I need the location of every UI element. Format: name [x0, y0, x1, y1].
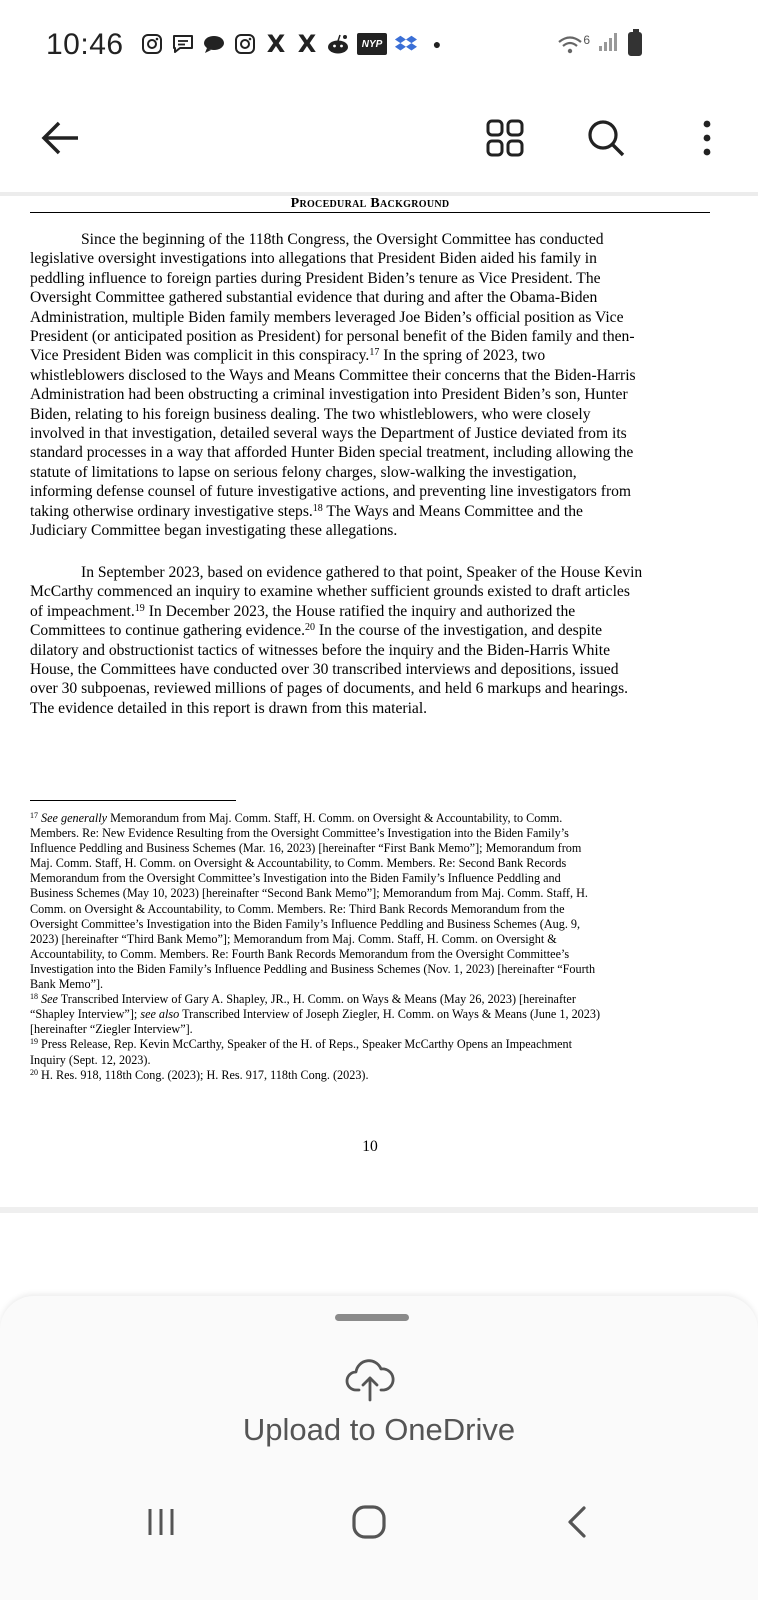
text-line: Comm. on Oversight & Accountability, to Comm. Members. Re: Third Bank Records Memorandum from the	[30, 901, 565, 916]
text-run: In the spring of 2023, two	[379, 347, 546, 365]
text-run: Vice President Biden was complicit in this conspiracy.	[30, 347, 370, 365]
text-run: Transcribed Interview of Joseph Ziegler, H. Comm. on Ways & Means (June 1, 2023)	[179, 1007, 601, 1022]
text-run: In the course of the investigation, and despite	[314, 622, 603, 640]
text-line: Inquiry (Sept. 12, 2023).	[30, 1052, 151, 1067]
wifi-icon	[557, 33, 590, 55]
text-line	[30, 602, 710, 621]
text-line: standard processes in a way that afforded Hunter Biden special treatment, including allowing the	[30, 444, 634, 462]
text-run: Memorandum from Maj. Comm. Staff, H. Comm. on Oversight & Accountability, to Comm.	[107, 811, 563, 825]
text-line: Administration, multiple Biden family members leveraged Joe Biden’s official position as Vice	[30, 308, 624, 326]
text-line: involved in that investigation, detailed several ways the Department of Justice deviated from its	[30, 425, 627, 443]
footnote-18	[30, 992, 710, 1007]
home-icon	[350, 1503, 388, 1541]
instagram-icon	[140, 32, 164, 56]
footnote-number: 20	[30, 1067, 38, 1077]
text-run: Committees to continue gathering evidence.	[30, 622, 305, 640]
text-run: The Ways and Means Committee and the	[322, 502, 583, 520]
title-rule	[30, 212, 710, 213]
text-line: Investigation into the Biden Family’s Influence Peddling and Business Schemes (Nov. 1, 2023) [hereinafter “Fourth	[30, 961, 596, 976]
chat-bubble-icon	[202, 32, 226, 56]
text-line: whistleblowers disclosed to the Ways and Means Committee their concerns that the Biden-Harris	[30, 366, 636, 384]
text-line	[30, 1007, 710, 1022]
text-run: “Shapley Interview”];	[30, 1007, 141, 1022]
grid-view-button[interactable]	[475, 108, 535, 168]
text-line: Memorandum from the Oversight Committee’s Investigation into the Biden Family’s Influence Peddling and	[30, 871, 561, 886]
status-clock: 10:46	[46, 28, 124, 61]
cloud-upload-icon	[345, 1358, 395, 1402]
footnote-rule	[30, 800, 236, 801]
footnote-17	[30, 811, 710, 826]
footnote-number: 17	[30, 811, 38, 820]
text-run: Press Release, Rep. Kevin McCarthy, Speaker of the H. of Reps., Speaker McCarthy Opens an Impeachment	[38, 1037, 572, 1052]
text-line: statute of limitations to lapse on serious felony charges, slow-walking the investigation,	[30, 463, 577, 481]
search-icon	[586, 118, 626, 158]
text-line: Oversight Committee’s Investigation into the Biden Family’s Influence Peddling and Business Schemes (Aug. 9,	[30, 916, 581, 931]
paragraph-1	[30, 230, 710, 541]
footnote-ref[interactable]: 19	[134, 602, 145, 614]
text-line: McCarthy commenced an inquiry to examine whether sufficient grounds existed to draft articles	[30, 583, 630, 601]
grid-view-icon	[485, 118, 525, 158]
text-line: dilatory and obstructionist tactics of witnesses before the inquiry and the Biden-Harris White	[30, 641, 610, 659]
citation-signal: See	[41, 992, 58, 1007]
text-line: [hereinafter “Ziegler Interview”].	[30, 1022, 193, 1037]
text-line: Bank Memo”].	[30, 977, 104, 992]
text-line: peddling influence to foreign parties during President Biden’s tenure as Vice President. The	[30, 269, 601, 287]
text-line: Since the beginning of the 118th Congress, the Oversight Committee has conducted	[81, 231, 604, 248]
text-run: Transcribed Interview of Gary A. Shapley, JR., H. Comm. on Ways & Means (May 26, 2023) [hereinafter	[57, 992, 576, 1007]
upload-onedrive-label[interactable]: Upload to OneDrive	[242, 1412, 516, 1447]
text-line: Members. Re: New Evidence Resulting from the Oversight Committee’s Investigation into the Biden Family’s	[30, 826, 569, 841]
viewer-toolbar	[0, 92, 758, 186]
recents-button[interactable]	[126, 1492, 196, 1552]
footnote-ref[interactable]: 18	[312, 502, 323, 514]
citation-signal: See generally	[41, 811, 108, 825]
reddit-icon	[326, 32, 350, 56]
home-button[interactable]	[334, 1492, 404, 1552]
section-title: Procedural Background	[290, 196, 450, 211]
page-number: 10	[362, 1138, 378, 1155]
text-run: taking otherwise ordinary investigative steps.	[30, 502, 313, 520]
x-icon: X	[297, 30, 317, 58]
back-button[interactable]	[30, 108, 90, 168]
upload-onedrive-button[interactable]	[345, 1358, 395, 1402]
more-options-button[interactable]	[677, 108, 737, 168]
text-line: House, the Committees have conducted over 30 transcribed interviews and depositions, issued	[30, 661, 619, 679]
text-line: Oversight Committee gathered substantial evidence that during and after the Obama-Biden	[30, 289, 598, 307]
text-line: Business Schemes (May 10, 2023) [hereinafter “Second Bank Memo”]; Memorandum from Maj. Comm. Staff, H.	[30, 886, 588, 901]
paragraph-2	[30, 563, 710, 718]
text-line: The evidence detailed in this report is drawn from this material.	[30, 699, 428, 717]
text-line	[30, 502, 710, 521]
more-vert-icon	[701, 120, 713, 156]
wifi-generation-label: 6	[583, 32, 590, 47]
footnote-20	[30, 1068, 710, 1083]
footnotes	[30, 811, 710, 1083]
status-bar	[0, 0, 758, 92]
dropbox-icon	[394, 32, 418, 56]
text-line: Maj. Comm. Staff, H. Comm. on Oversight & Accountability, to Comm. Members. Re: Second Bank Records	[30, 856, 567, 871]
message-icon	[171, 32, 195, 56]
nav-back-button[interactable]	[542, 1492, 612, 1552]
sheet-drag-handle[interactable]	[335, 1314, 409, 1321]
text-line: Administration had been obstructing a criminal investigation into President Biden’s son, Hunter	[30, 386, 628, 404]
text-line: Influence Peddling and Business Schemes (Mar. 16, 2023) [hereinafter “First Bank Memo”]; Memorandum from	[30, 841, 582, 856]
back-arrow-icon	[40, 121, 80, 155]
text-line: Biden, relating to his foreign business dealing. The two whistleblowers, who were closely	[30, 405, 591, 423]
footnote-ref[interactable]: 17	[369, 347, 380, 359]
back-icon	[565, 1504, 589, 1540]
text-line: President (or anticipated position as President) for personal benefit of the Biden family and then-	[30, 328, 635, 346]
instagram-icon	[233, 32, 257, 56]
footnote-number: 18	[30, 992, 38, 1002]
search-button[interactable]	[576, 108, 636, 168]
text-line: legislative oversight investigations into allegations that President Biden aided his family in	[30, 250, 597, 268]
text-line: informing defense counsel of future investigative actions, and preventing line investigators from	[30, 483, 632, 501]
system-icons	[557, 30, 642, 57]
footnote-number: 19	[30, 1037, 38, 1047]
notification-icons	[140, 32, 449, 56]
text-line	[30, 346, 710, 365]
footnote-ref[interactable]: 20	[304, 622, 315, 634]
text-line	[30, 621, 710, 640]
recents-icon	[144, 1505, 178, 1539]
system-nav-bar	[0, 1484, 758, 1600]
page-divider	[0, 1207, 758, 1213]
nyp-icon: NYP	[357, 33, 387, 55]
signal-icon	[598, 30, 620, 57]
text-line: In September 2023, based on evidence gathered to that point, Speaker of the House Kevin	[81, 564, 643, 581]
text-line: Judiciary Committee began investigating these allegations.	[30, 522, 398, 540]
text-run: H. Res. 918, 118th Cong. (2023); H. Res. 917, 118th Cong. (2023).	[38, 1067, 369, 1082]
text-run: In December 2023, the House ratified the inquiry and authorized the	[144, 602, 576, 620]
text-run: of impeachment.	[30, 602, 135, 620]
x-icon: X	[266, 30, 286, 58]
text-line: over 30 subpoenas, reviewed millions of pages of documents, and held 6 markups and hearings.	[30, 680, 629, 698]
battery-icon	[628, 32, 642, 56]
footnote-19	[30, 1037, 710, 1052]
text-line: 2023) [hereinafter “Third Bank Memo”]; Memorandum from Maj. Comm. Staff, H. Comm. on Oversight &	[30, 931, 557, 946]
more-dot-icon: ●	[432, 36, 442, 52]
citation-signal: see also	[140, 1007, 180, 1022]
text-line: Accountability, to Comm. Members. Re: Fourth Bank Records Memorandum from the Oversight Committee’s	[30, 946, 570, 961]
